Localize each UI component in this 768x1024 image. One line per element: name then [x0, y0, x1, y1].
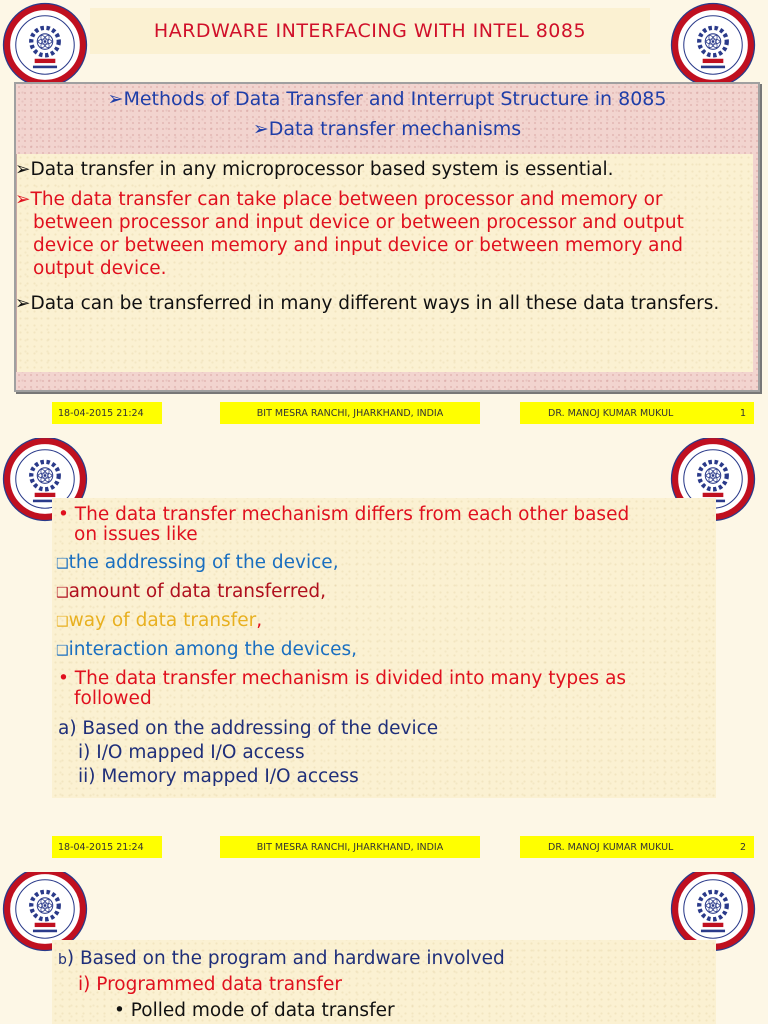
slide-2	[0, 438, 768, 872]
issue-text: interaction among the devices	[68, 639, 352, 660]
footer-author: DR. MANOJ KUMAR MUKUL 1	[520, 402, 754, 424]
footer-institute: BIT MESRA RANCHI, JHARKHAND, INDIA	[220, 836, 480, 858]
issue-text: amount of data transferred	[68, 581, 321, 602]
bullet-list	[16, 154, 753, 372]
footer-date: 18-04-2015 21:24	[52, 402, 162, 424]
issue-item: ❑amount of data transferred,	[56, 581, 327, 602]
bullet-text: Data transfer in any microprocessor based system is essential.	[30, 159, 614, 180]
intro-text-cont: on issues like	[74, 524, 198, 545]
based-on-program: b) Based on the program and hardware involved	[58, 948, 505, 969]
square-bullet-icon: ❑	[56, 643, 69, 659]
slide-title: HARDWARE INTERFACING WITH INTEL 8085	[90, 8, 650, 54]
memory-mapped-item: ii) Memory mapped I/O access	[78, 766, 359, 787]
bullet-text: Data can be transferred in many different ways in all these data transfers.	[30, 293, 720, 314]
page-number: 2	[739, 841, 746, 853]
square-bullet-icon: ❑	[56, 585, 69, 601]
arrow-bullet-icon: ➢	[15, 293, 31, 314]
bit-logo-icon	[670, 2, 756, 88]
bullet-text: The data transfer can take place between processor and memory or between processor and input device or between processor and output device or between memory and input device or between memory and output device.	[30, 189, 684, 279]
io-mapped-item: i) I/O mapped I/O access	[78, 742, 305, 763]
footer-date: 18-04-2015 21:24	[52, 836, 162, 858]
arrow-bullet-icon: ➢	[15, 159, 31, 180]
arrow-bullet-icon: ➢	[252, 118, 269, 140]
issue-item: ❑interaction among the devices,	[56, 639, 358, 660]
polled-mode-item: • Polled mode of data transfer	[114, 1000, 395, 1021]
slide-3	[0, 872, 768, 1024]
types-text: • The data transfer mechanism is divided into many types as	[58, 668, 627, 689]
square-bullet-icon: ❑	[56, 614, 69, 630]
bullet-item	[15, 292, 733, 315]
page-number: 1	[739, 407, 746, 419]
bullet-item	[15, 188, 733, 280]
issue-text: the addressing of the device	[68, 552, 333, 573]
square-bullet-icon: ❑	[56, 556, 69, 572]
arrow-bullet-icon: ➢	[107, 88, 124, 110]
bullet-item	[15, 158, 733, 181]
intro-text: • The data transfer mechanism differs from each other based	[58, 504, 630, 525]
arrow-bullet-icon: ➢	[15, 189, 31, 210]
based-on-addressing: a) Based on the addressing of the device	[58, 718, 439, 739]
footer-institute: BIT MESRA RANCHI, JHARKHAND, INDIA	[220, 402, 480, 424]
issue-item: ❑the addressing of the device,	[56, 552, 339, 573]
programmed-transfer: i) Programmed data transfer	[78, 974, 342, 995]
issue-text: way of data transfer	[68, 610, 257, 631]
topic-heading: ➢Methods of Data Transfer and Interrupt Structure in 8085	[107, 88, 667, 110]
issue-item: ❑way of data transfer,	[56, 610, 263, 631]
bit-logo-icon	[2, 2, 88, 88]
footer-author: DR. MANOJ KUMAR MUKUL 2	[520, 836, 754, 858]
content-area	[52, 498, 716, 798]
subtopic-heading: ➢Data transfer mechanisms	[252, 118, 522, 140]
content-area	[52, 940, 716, 1024]
slide-1	[0, 0, 768, 438]
types-text-cont: followed	[74, 688, 152, 709]
